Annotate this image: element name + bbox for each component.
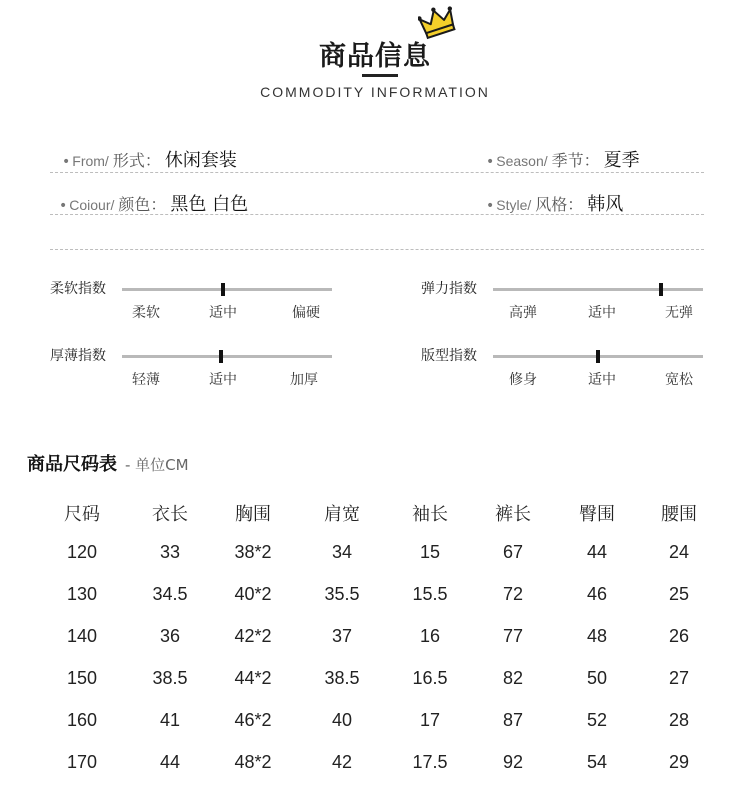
index-label: 弹力指数 [421,281,477,297]
table-cell: 44 [586,542,608,562]
index-track [122,288,332,291]
table-cell: 28 [668,710,690,730]
table-cell: 160 [66,710,98,730]
size-table [0,500,750,794]
table-cell: 38.5 [152,668,188,688]
table-cell: 25 [668,584,690,604]
table-row [0,710,750,752]
table-cell: 130 [66,584,98,604]
table-cell: 42 [331,752,353,772]
table-cell: 38.5 [324,668,360,688]
size-chart-title [27,450,189,476]
attr-en-label: From/ [72,153,109,169]
bullet: • [59,198,68,214]
attr-form [62,146,237,174]
table-cell: 72 [502,584,524,604]
attr-value: 黑色 白色 [170,194,249,215]
index-tick: 无弹 [665,305,693,321]
table-cell: 16 [419,626,441,646]
table-cell: 26 [668,626,690,646]
index-tick: 宽松 [665,372,693,388]
index-tick: 高弹 [509,305,537,321]
index-marker [221,283,225,296]
index-label: 版型指数 [421,348,477,364]
table-cell: 46 [586,584,608,604]
column-header: 胸围 [235,504,271,525]
table-cell: 41 [159,710,181,730]
table-cell: 50 [586,668,608,688]
table-header-row [0,500,750,542]
divider [50,172,704,173]
attr-value: 休闲套装 [164,150,237,171]
bullet: • [62,154,71,170]
table-row [0,752,750,794]
table-row [0,626,750,668]
table-cell: 44*2 [234,668,272,688]
attr-zh-label: 形式： [112,151,161,170]
table-cell: 150 [66,668,98,688]
column-header: 肩宽 [324,504,360,525]
crown-icon [418,4,458,40]
index-tick: 适中 [588,372,616,388]
attr-en-label: Season/ [496,153,548,169]
table-cell: 16.5 [412,668,448,688]
table-cell: 170 [66,752,98,772]
table-cell: 48*2 [234,752,272,772]
table-cell: 44 [159,752,181,772]
column-header: 袖长 [412,504,448,525]
index-tick: 偏硬 [292,305,320,321]
bullet: • [486,198,495,214]
index-tick: 适中 [209,372,237,388]
column-header: 尺码 [64,504,100,525]
table-cell: 33 [159,542,181,562]
table-cell: 40 [331,710,353,730]
table-cell: 15.5 [412,584,448,604]
table-cell: 34 [331,542,353,562]
attr-zh-label: 风格： [535,195,584,214]
table-row [0,668,750,710]
table-cell: 52 [586,710,608,730]
page-subtitle: COMMODITY INFORMATION [260,84,490,100]
table-cell: 29 [668,752,690,772]
table-cell: 46*2 [234,710,272,730]
attr-season [486,146,640,174]
page-title: 商品信息 [319,41,431,72]
divider [50,214,704,215]
table-cell: 15 [419,542,441,562]
column-header: 衣长 [152,504,188,525]
index-tick: 修身 [509,372,537,388]
table-cell: 17.5 [412,752,448,772]
index-marker [659,283,663,296]
table-row [0,542,750,584]
attr-zh-label: 颜色： [118,195,167,214]
attr-en-label: Style/ [496,197,532,213]
index-tick: 加厚 [290,372,318,388]
index-thickness [50,345,380,405]
table-cell: 24 [668,542,690,562]
table-cell: 54 [586,752,608,772]
column-header: 裤长 [495,504,531,525]
size-chart-unit: - 单位CM [125,456,189,474]
title-underline [362,74,398,77]
attr-value: 韩风 [587,194,624,215]
table-cell: 87 [502,710,524,730]
size-chart-heading: 商品尺码表 [27,454,117,475]
bullet: • [486,154,495,170]
index-track [493,355,703,358]
table-cell: 120 [66,542,98,562]
attr-en-label: Coiour/ [69,197,115,213]
table-cell: 37 [331,626,353,646]
table-cell: 34.5 [152,584,188,604]
index-label: 厚薄指数 [50,348,106,364]
index-label: 柔软指数 [50,281,106,297]
table-cell: 42*2 [234,626,272,646]
table-cell: 40*2 [234,584,272,604]
index-tick: 适中 [209,305,237,321]
attr-value: 夏季 [603,150,640,171]
table-cell: 67 [502,542,524,562]
table-cell: 82 [502,668,524,688]
table-cell: 27 [668,668,690,688]
index-marker [596,350,600,363]
index-marker [219,350,223,363]
table-cell: 17 [419,710,441,730]
index-fit [421,345,750,405]
index-track [122,355,332,358]
index-tick: 轻薄 [132,372,160,388]
index-tick: 适中 [588,305,616,321]
table-cell: 140 [66,626,98,646]
divider [50,249,704,250]
index-track [493,288,703,291]
column-header: 腰围 [661,504,697,525]
index-tick: 柔软 [132,305,160,321]
attr-zh-label: 季节： [551,151,600,170]
table-cell: 77 [502,626,524,646]
table-cell: 35.5 [324,584,360,604]
index-elasticity [421,278,750,338]
table-cell: 48 [586,626,608,646]
table-cell: 92 [502,752,524,772]
table-cell: 36 [159,626,181,646]
index-softness [50,278,380,338]
table-row [0,584,750,626]
column-header: 臀围 [579,504,615,525]
table-cell: 38*2 [234,542,272,562]
